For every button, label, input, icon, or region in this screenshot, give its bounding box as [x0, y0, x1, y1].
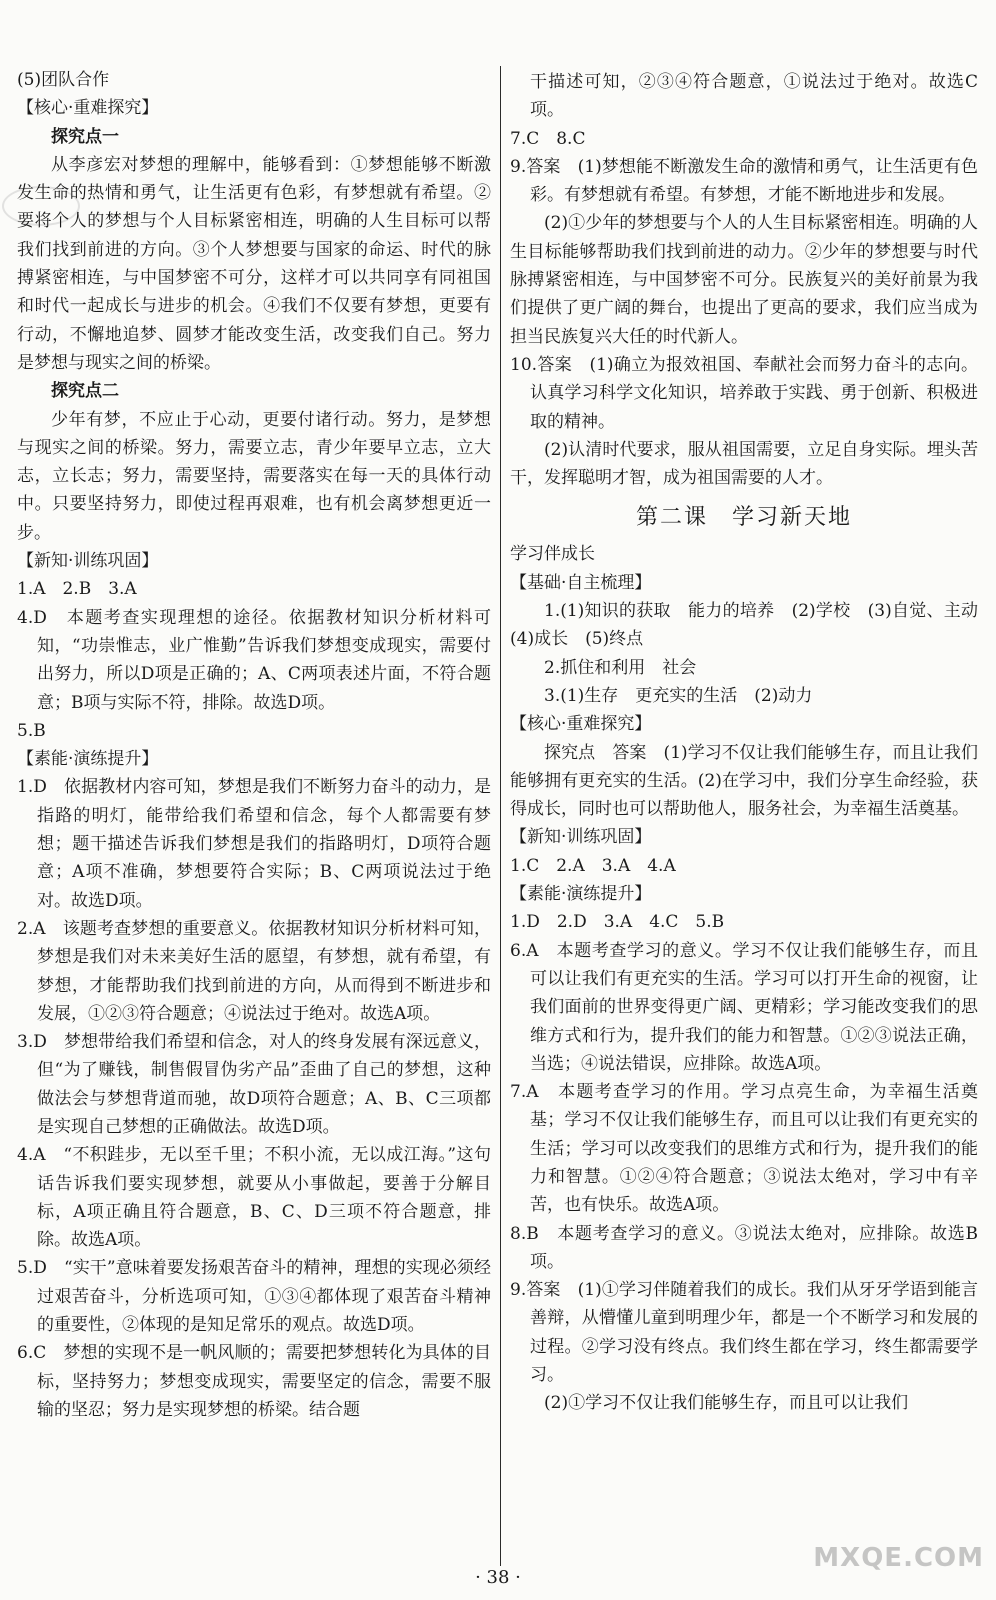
column-divider: [500, 66, 501, 1566]
text-paragraph: 6.C 梦想的实现不是一帆风顺的；需要把梦想转化为具体的目标，坚持努力；梦想变成现实，需要坚定的信念，需要不服输的坚忍；努力是实现梦想的桥梁。结合题: [17, 1343, 491, 1420]
text-paragraph: 9.答案 (1)梦想能不断激发生命的激情和勇气，让生活更有色彩。有梦想就有希望。有梦想，才能不断地进步和发展。: [510, 156, 978, 206]
section-heading: 【基础·自主梳理】: [510, 572, 652, 593]
text-paragraph: 7.A 本题考查学习的作用。学习点亮生命，为幸福生活奠基；学习不仅让我们能够生存，而且可以让我们有更充实的生活；学习可以改变我们的思维方式和行为，提升我们的能力和智慧。①②④符合题意；③说法太绝对，学习中有辛苦，也有快乐。故选A项。: [510, 1082, 978, 1216]
text-paragraph: 1.(1)知识的获取 能力的培养 (2)学校 (3)自觉、主动 (4)成长 (5)终点: [510, 601, 995, 650]
text-paragraph: 8.B 本题考查学习的意义。③说法太绝对，应排除。故选B项。: [510, 1223, 978, 1272]
section-heading: 【素能·演练提升】: [510, 884, 652, 905]
text-paragraph: 探究点一: [51, 126, 119, 147]
text-paragraph: 1.C 2.A 3.A 4.A: [510, 855, 676, 876]
text-paragraph: 5.D “实干”意味着要发扬艰苦奋斗的精神，理想的实现必须经过艰苦奋斗，分析选项可知，①③④都体现了艰苦奋斗精神的重要性，②体现的是知足常乐的观点。故选D项。: [17, 1258, 491, 1336]
left-column: [17, 66, 491, 1424]
text-paragraph: (2)①少年的梦想要与个人的人生目标紧密相连。明确的人生目标能够帮助我们找到前进的动力。②少年的梦想要与时代脉搏紧密相连，与中国梦密不可分。民族复兴的美好前景为我们提供了更广阔的舞台，也提出了更高的要求，我们应当成为担当民族复兴大任的时代新人。: [510, 213, 978, 347]
text-paragraph: 3.D 梦想带给我们希望和信念，对人的终身发展有深远意义，但“为了赚钱，制售假冒伪劣产品”歪曲了自己的梦想，这种做法会与梦想背道而驰，故D项符合题意；A、B、C三项都是实现自己梦想的正确做法。故选D项。: [17, 1032, 491, 1137]
section-heading: 【核心·重难探究】: [17, 98, 159, 119]
text-paragraph: 9.答案 (1)①学习伴随着我们的成长。我们从牙牙学语到能言善辩，从懵懂儿童到明理少年，都是一个不断学习和发展的过程。②学习没有终点。我们终生都在学习，终生都需要学习。: [510, 1280, 978, 1386]
text-paragraph: 1.D 依据教材内容可知，梦想是我们不断努力奋斗的动力，是指路的明灯，能带给我们希望和信念，每个人都需要有梦想；题干描述告诉我们梦想是我们的指路明灯，D项符合题意；A项不准确，梦想要符合实际；B、C两项说法过于绝对。故选D项。: [17, 777, 491, 911]
text-paragraph: 探究点 答案 (1)学习不仅让我们能够生存，而且让我们能够拥有更充实的生活。(2)在学习中，我们分享生命经验，获得成长，同时也可以帮助他人，服务社会，为幸福生活奠基。: [510, 742, 978, 820]
right-column: [510, 68, 995, 1418]
section-heading: 【新知·训练巩固】: [17, 551, 159, 572]
text-paragraph: 干描述可知，②③④符合题意，①说法过于绝对。故选C项。: [530, 72, 978, 121]
text-paragraph: 5.B: [17, 720, 46, 741]
lesson-title: 第二课 学习新天地: [635, 505, 852, 531]
section-heading: 【新知·训练巩固】: [510, 827, 652, 848]
page-number: · 38 ·: [475, 1566, 521, 1588]
text-paragraph: 6.A 本题考查学习的意义。学习不仅让我们能够生存，而且可以让我们有更充实的生活。学习可以打开生命的视窗，让我们面前的世界变得更广阔、更精彩；学习能改变我们的思维方式和行为，提升我们的能力和智慧。①②③说法正确，当选；④说法错误，应排除。故选A项。: [510, 940, 978, 1074]
text-paragraph: 4.A “不积跬步，无以至千里；不积小流，无以成江海。”这句话告诉我们要实现梦想，就要从小事做起，要善于分解目标，A项正确且符合题意，B、C、D三项不符合题意，排除。故选A项。: [17, 1145, 491, 1251]
section-heading: 【核心·重难探究】: [510, 714, 652, 735]
text-paragraph: 7.C 8.C: [510, 128, 586, 149]
section-heading: 【素能·演练提升】: [17, 749, 159, 770]
text-paragraph: 从李彦宏对梦想的理解中，能够看到：①梦想能够不断激发生命的热情和勇气，让生活更有色彩，有梦想就有希望。②要将个人的梦想与个人目标紧密相连，明确的人生目标可以帮我们找到前进的方向。③个人梦想要与国家的命运、时代的脉搏紧密相连，与中国梦密不可分，这样才可以共同享有同祖国和时代一起成长与进步的机会。④我们不仅要有梦想，更要有行动，不懈地追梦、圆梦才能改变生活，改变我们自己。努力是梦想与现实之间的桥梁。: [17, 154, 491, 373]
text-paragraph: 探究点二: [51, 381, 119, 402]
text-paragraph: 2.A 该题考查梦想的重要意义。依据教材知识分析材料可知，梦想是我们对未来美好生活的愿望，有梦想，就有希望，有梦想，才能帮助我们找到前进的方向，从而得到不断进步和发展，①②③符合题意；④说法过于绝对。故选A项。: [17, 918, 491, 1024]
text-paragraph: 4.D 本题考查实现理想的途径。依据教材知识分析材料可知，“功崇惟志，业广惟勤”告诉我们梦想变成现实，需要付出努力，所以D项是正确的；A、C两项表述片面，不符合题意；B项与实际不符，排除。故选D项。: [17, 607, 491, 713]
text-paragraph: (5)团队合作: [17, 70, 110, 90]
text-paragraph: 3.(1)生存 更充实的生活 (2)动力: [544, 685, 813, 706]
watermark-logo: MXQE.COM: [813, 1542, 984, 1573]
text-paragraph: 2.抓住和利用 社会: [544, 657, 697, 678]
text-paragraph: 1.D 2.D 3.A 4.C 5.B: [510, 912, 725, 933]
text-paragraph: (2)①学习不仅让我们能够生存，而且可以让我们: [544, 1393, 909, 1414]
text-paragraph: (2)认清时代要求，服从祖国需要，立足自身实际。埋头苦干，发挥聪明才智，成为祖国需要的人才。: [510, 439, 978, 489]
text-paragraph: 1.A 2.B 3.A: [17, 579, 137, 600]
text-paragraph: 学习伴成长: [510, 544, 595, 565]
text-paragraph: 10.答案 (1)确立为报效祖国、奉献社会而努力奋斗的志向。认真学习科学文化知识，培养敢于实践、勇于创新、积极进取的精神。: [510, 354, 978, 432]
text-paragraph: 少年有梦，不应止于心动，更要付诸行动。努力，是梦想与现实之间的桥梁。努力，需要立志，青少年要早立志，立大志，立长志；努力，需要坚持，需要落实在每一天的具体行动中。只要坚持努力，即使过程再艰难，也有机会离梦想更近一步。: [17, 409, 491, 543]
